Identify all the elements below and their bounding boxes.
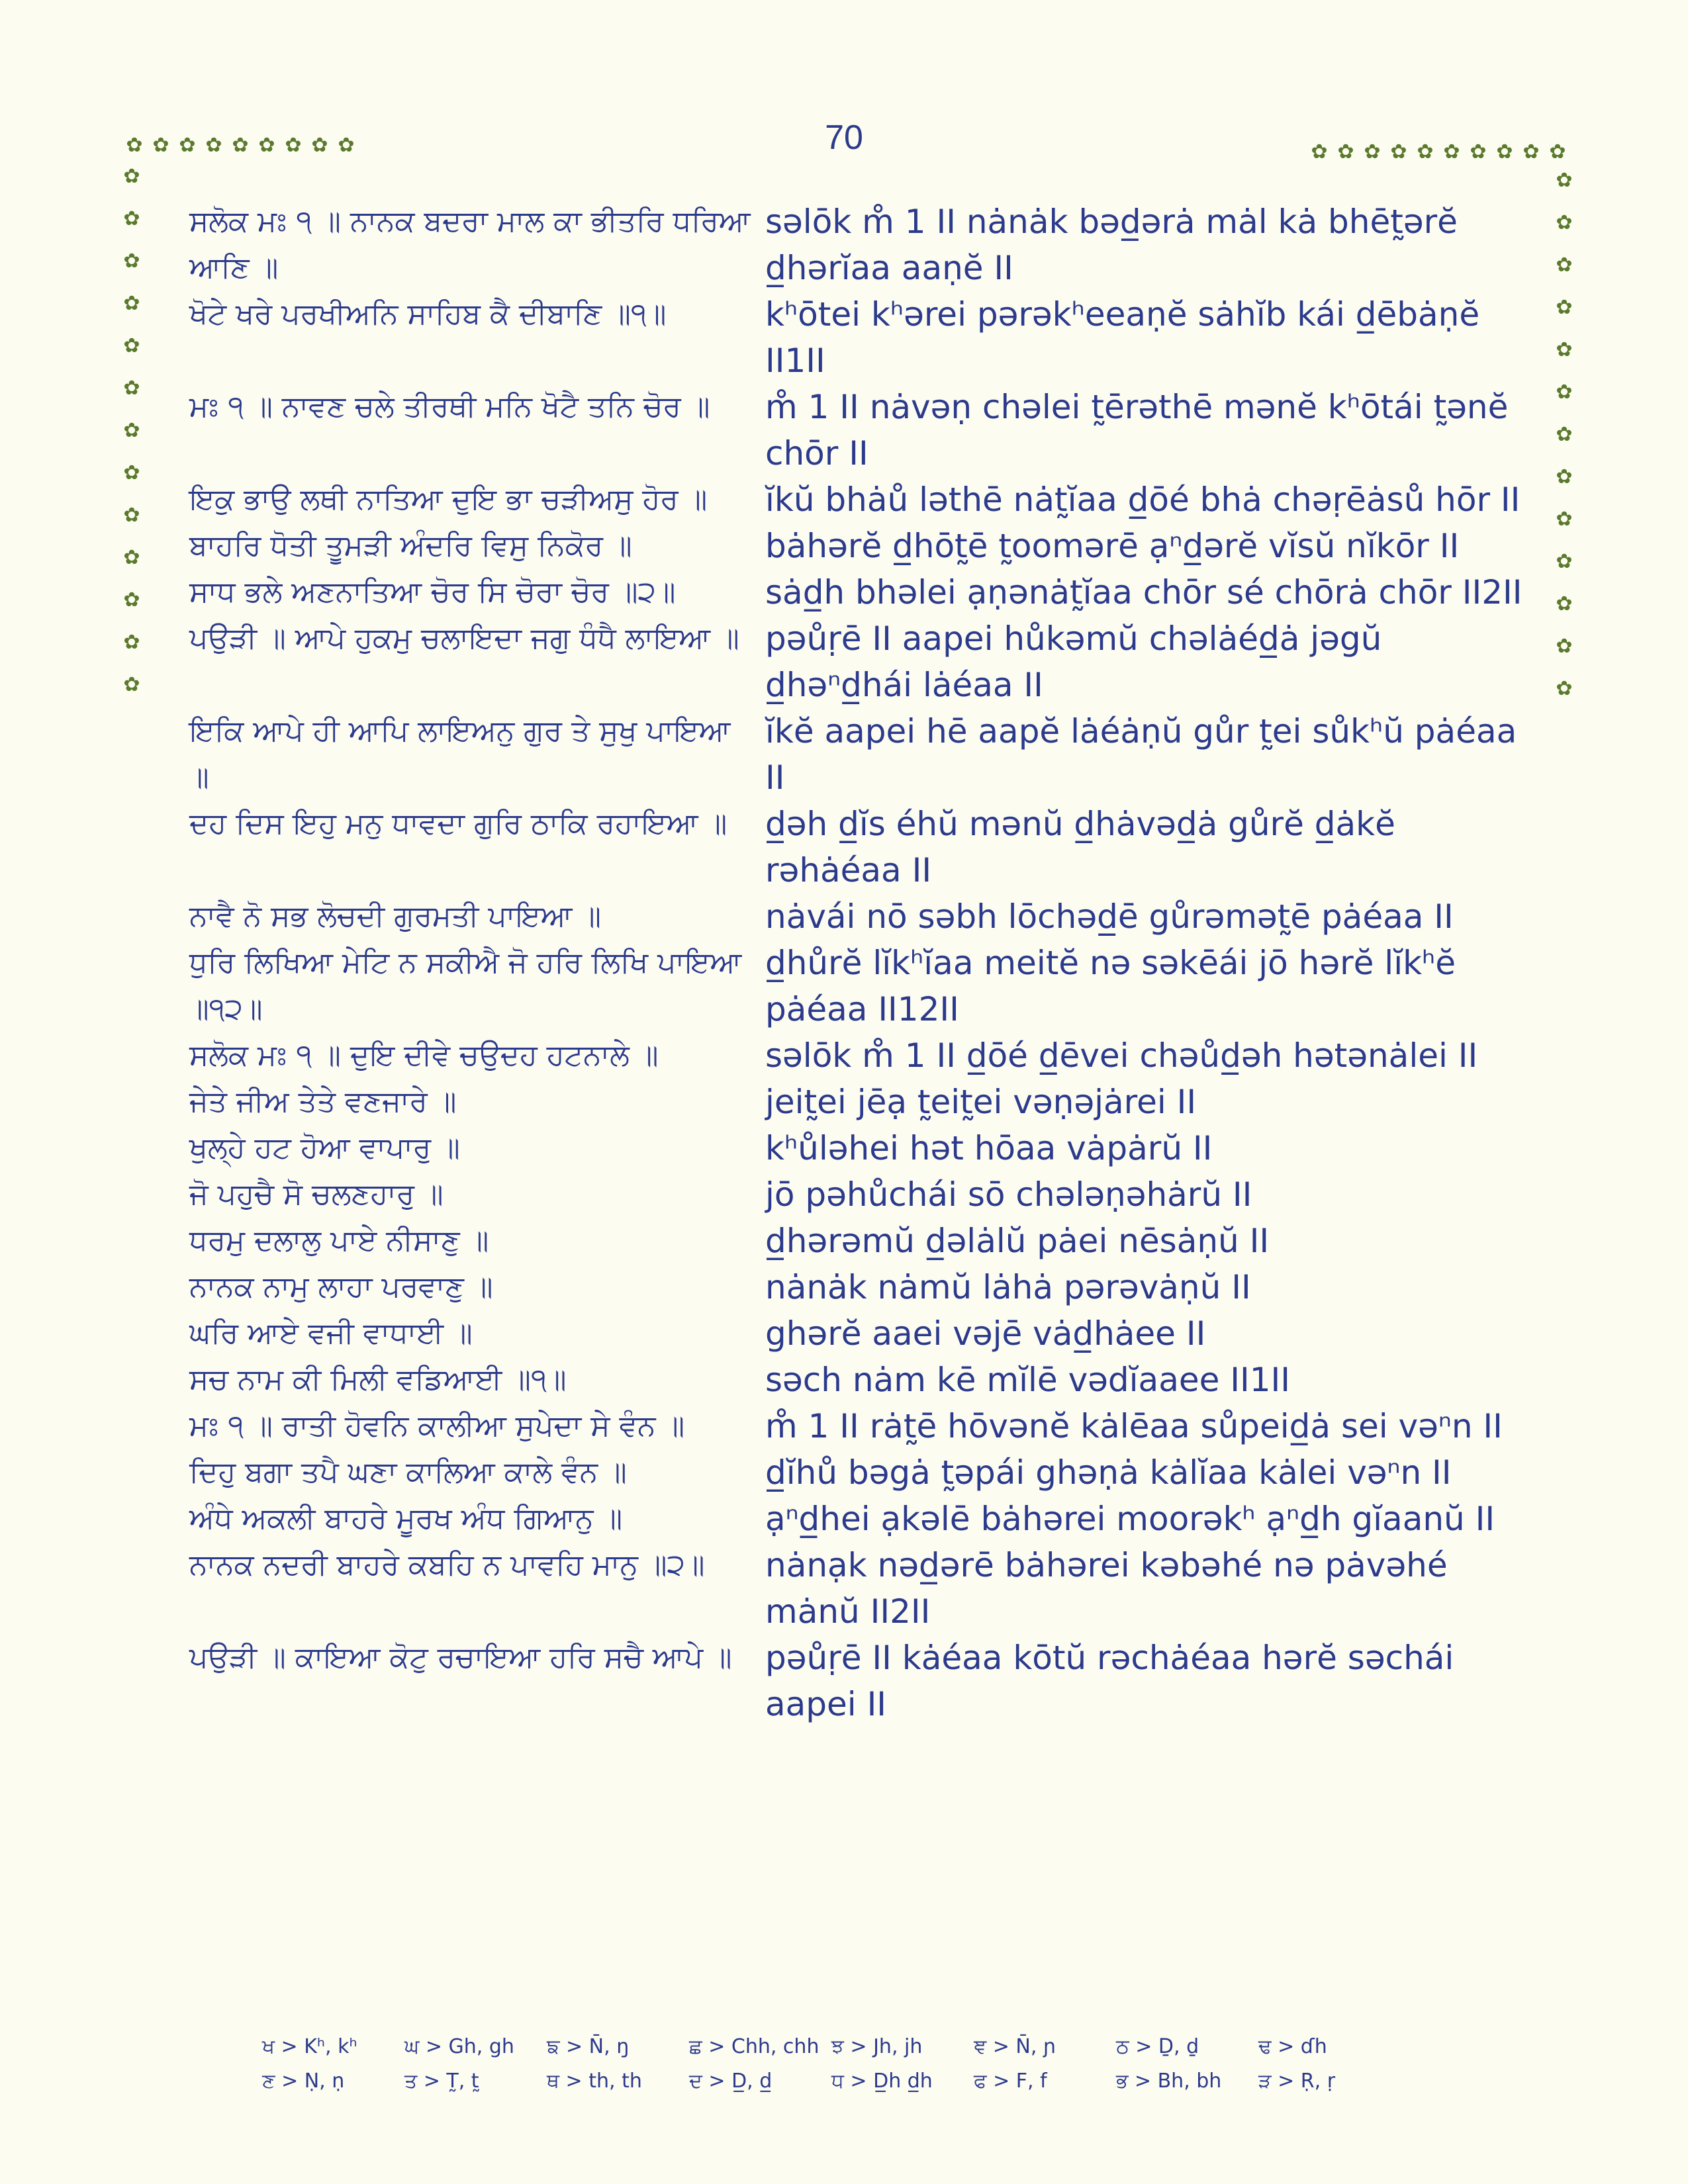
flower-ornament-icon: ✿ <box>1523 140 1540 163</box>
transliteration-text: bȧhərĕ d̲hōt̰ē t̰oomərē ạⁿd̲ərĕ vĭsŭ nĭkōr II <box>765 527 1460 565</box>
verse-row <box>189 801 1526 893</box>
legend-item: ਠ > Ḏ, ḏ <box>1116 2035 1199 2058</box>
legend-item: ਞ > N̄, ɲ <box>974 2035 1056 2058</box>
flower-ornament-icon: ✿ <box>123 673 140 696</box>
gurmukhi-text: ਬਾਹਰਿ ਧੋਤੀ ਤੂਮੜੀ ਅੰਦਰਿ ਵਿਸੁ ਨਿਕੋਰ ॥ <box>189 529 632 563</box>
flower-ornament-icon: ✿ <box>1556 296 1573 319</box>
gurmukhi-text: ਘਰਿ ਆਏ ਵਜੀ ਵਾਧਾਈ ॥ <box>189 1316 473 1350</box>
flower-ornament-icon: ✿ <box>123 504 140 527</box>
transliteration-text: jō pəhůchái sō chələṇəhȧrŭ II <box>765 1175 1252 1214</box>
verse-row <box>189 384 1526 477</box>
verse-row <box>189 569 1526 615</box>
verse-row <box>189 1542 1526 1635</box>
gurmukhi-text: ਖੋਟੇ ਖਰੇ ਪਰਖੀਅਨਿ ਸਾਹਿਬ ਕੈ ਦੀਬਾਣਿ ॥੧॥ <box>189 297 667 331</box>
transliteration-text: pəůṛē II aapei hůkəmŭ chəlȧéd̲ȧ jəgŭ d̲həⁿd̲hái lȧéaa II <box>765 619 1382 704</box>
flower-ornament-icon: ✿ <box>1470 140 1487 163</box>
transliteration-legend <box>262 2035 1454 2104</box>
flower-ornament-icon: ✿ <box>1556 253 1573 277</box>
transliteration-text: nȧnạk nəd̲ərē bȧhərei kəbəhé nə pȧvəhé mȧnŭ II2II <box>765 1546 1448 1631</box>
transliteration-text: ĭkŭ bhȧů ləthē nȧt̰ĭaa d̲ōé bhȧ chəṛēȧsů hōr II <box>765 480 1521 519</box>
legend-item: ਦ > D̲, d̲ <box>689 2070 773 2093</box>
legend-item: ਛ > Chh, chh <box>689 2035 820 2058</box>
transliteration-text: d̲ĭhů bəgȧ t̰əpái ghəṇȧ kȧlĭaa kȧlei vəⁿn II <box>765 1453 1452 1492</box>
flower-ornament-icon: ✿ <box>1556 550 1573 573</box>
flower-ornament-icon: ✿ <box>1417 140 1434 163</box>
flower-ornament-icon: ✿ <box>1556 381 1573 404</box>
legend-item: ਝ > Jh, jh <box>831 2035 923 2058</box>
gurmukhi-text: ਦਿਹੁ ਬਗਾ ਤਪੈ ਘਣਾ ਕਾਲਿਆ ਕਾਲੇ ਵੰਨ ॥ <box>189 1455 627 1489</box>
verse-row <box>189 477 1526 523</box>
flower-ornament-icon: ✿ <box>123 631 140 654</box>
flower-ornament-icon: ✿ <box>123 377 140 400</box>
verse-table <box>189 199 1526 1727</box>
gurmukhi-text: ਸਾਧ ਭਲੇ ਅਣਨਾਤਿਆ ਚੋਰ ਸਿ ਚੋਰਾ ਚੋਰ ॥੨॥ <box>189 575 676 609</box>
verse-row <box>189 523 1526 569</box>
flower-ornament-icon: ✿ <box>152 134 169 157</box>
transliteration-text: sȧd̲h bhəlei ạṇənȧt̰ĭaa chōr sé chōrȧ chōr II2II <box>765 573 1523 612</box>
flower-ornament-icon: ✿ <box>1556 169 1573 192</box>
flower-ornament-icon: ✿ <box>338 134 355 157</box>
gurmukhi-text: ਪਉੜੀ ॥ ਕਾਇਆ ਕੋਟੁ ਰਚਾਇਆ ਹਰਿ ਸਚੈ ਆਪੇ ॥ <box>189 1641 732 1674</box>
legend-row <box>262 2035 1454 2070</box>
transliteration-text: səch nȧm kē mĭlē vədĭaaee II1II <box>765 1361 1291 1399</box>
legend-item: ਭ > Bh, bh <box>1116 2070 1222 2093</box>
verse-row <box>189 1449 1526 1496</box>
flower-ornament-icon: ✿ <box>126 134 143 157</box>
verse-row <box>189 1635 1526 1727</box>
verse-row <box>189 1218 1526 1264</box>
flower-ornament-icon: ✿ <box>123 546 140 569</box>
verse-row <box>189 1357 1526 1403</box>
gurmukhi-text: ਧਰਮੁ ਦਲਾਲੁ ਪਾਏ ਨੀਸਾਣੁ ॥ <box>189 1224 489 1257</box>
transliteration-text: ghərĕ aaei vəjē vȧd̲hȧee II <box>765 1314 1206 1353</box>
flower-ornament-icon: ✿ <box>1556 465 1573 488</box>
verse-row <box>189 1171 1526 1218</box>
transliteration-text: ạⁿd̲hei ạkəlē bȧhərei moorəkʰ ạⁿd̲h gĭaanŭ II <box>765 1500 1495 1538</box>
transliteration-text: nȧvái nō səbh lōchəd̲ē gůrəmət̰ē pȧéaa II <box>765 897 1454 936</box>
flower-ornament-icon: ✿ <box>123 250 140 273</box>
transliteration-text: pəůṛē II kȧéaa kōtŭ rəchȧéaa hərĕ səchái aapei II <box>765 1639 1454 1723</box>
verse-row <box>189 291 1526 384</box>
gurmukhi-text: ਇਕਿ ਆਪੇ ਹੀ ਆਪਿ ਲਾਇਅਨੁ ਗੁਰ ਤੇ ਸੁਖੁ ਪਾਇਆ ॥ <box>189 714 731 794</box>
flower-ornament-icon: ✿ <box>1556 635 1573 658</box>
gurmukhi-text: ਸਲੋਕ ਮਃ ੧ ॥ ਨਾਨਕ ਬਦਰਾ ਮਾਲ ਕਾ ਭੀਤਰਿ ਧਰਿਆ ਆਣਿ ॥ <box>189 205 751 285</box>
verse-row <box>189 1032 1526 1079</box>
transliteration-text: d̲hůrĕ lĭkʰĭaa meitĕ nə səkēái jō hərĕ lĭkʰĕ pȧéaa II12II <box>765 944 1456 1028</box>
gurmukhi-text: ਮਃ ੧ ॥ ਨਾਵਣ ਚਲੇ ਤੀਰਥੀ ਮਨਿ ਖੋਟੈ ਤਨਿ ਚੋਰ ॥ <box>189 390 710 424</box>
gurmukhi-text: ਅੰਧੇ ਅਕਲੀ ਬਾਹਰੇ ਮੂਰਖ ਅੰਧ ਗਿਆਨੁ ॥ <box>189 1502 623 1535</box>
legend-row <box>262 2070 1454 2104</box>
gurmukhi-text: ਦਹ ਦਿਸ ਇਹੁ ਮਨੁ ਧਾਵਦਾ ਗੁਰਿ ਠਾਕਿ ਰਹਾਇਆ ॥ <box>189 807 727 841</box>
flower-ornament-icon: ✿ <box>123 207 140 230</box>
flower-ornament-icon: ✿ <box>311 134 328 157</box>
flower-ornament-icon: ✿ <box>1496 140 1513 163</box>
gurmukhi-text: ਨਾਨਕ ਨਾਮੁ ਲਾਹਾ ਪਰਵਾਣੁ ॥ <box>189 1270 493 1304</box>
transliteration-text: kʰůləhei hət hōaa vȧpȧrŭ II <box>765 1129 1213 1167</box>
flower-ornament-icon: ✿ <box>123 292 140 315</box>
gurmukhi-text: ਸਲੋਕ ਮਃ ੧ ॥ ਦੁਇ ਦੀਵੇ ਚਉਦਹ ਹਟਨਾਲੇ ॥ <box>189 1038 659 1072</box>
flower-ornament-icon: ✿ <box>123 588 140 612</box>
flower-ornament-icon: ✿ <box>1337 140 1354 163</box>
verse-row <box>189 1310 1526 1357</box>
legend-item: ਧ > D̲h d̲h <box>831 2070 933 2093</box>
page-number: 70 <box>825 118 863 157</box>
flower-ornament-icon: ✿ <box>1364 140 1381 163</box>
gurmukhi-text: ਸਚ ਨਾਮ ਕੀ ਮਿਲੀ ਵਡਿਆਈ ॥੧॥ <box>189 1363 567 1396</box>
flower-ornament-icon: ✿ <box>1390 140 1407 163</box>
verse-row <box>189 1079 1526 1125</box>
flower-ornament-icon: ✿ <box>1556 338 1573 361</box>
flower-ornament-icon: ✿ <box>1443 140 1460 163</box>
verse-row <box>189 1403 1526 1449</box>
gurmukhi-text: ਜੋ ਪਹੁਚੈ ਸੋ ਚਲਣਹਾਰੁ ॥ <box>189 1177 444 1211</box>
verse-row <box>189 1496 1526 1542</box>
flower-ornament-icon: ✿ <box>123 419 140 442</box>
gurmukhi-text: ਨਾਨਕ ਨਦਰੀ ਬਾਹਰੇ ਕਬਹਿ ਨ ਪਾਵਹਿ ਮਾਨੁ ॥੨॥ <box>189 1548 705 1582</box>
transliteration-text: nȧnȧk nȧmŭ lȧhȧ pərəvȧṇŭ II <box>765 1268 1251 1306</box>
legend-item: ਖ > Kʰ, kʰ <box>262 2035 357 2058</box>
gurmukhi-text: ਪਉੜੀ ॥ ਆਪੇ ਹੁਕਮੁ ਚਲਾਇਦਾ ਜਗੁ ਧੰਧੈ ਲਾਇਆ ॥ <box>189 621 739 655</box>
gurmukhi-text: ਨਾਵੈ ਨੋ ਸਭ ਲੋਚਦੀ ਗੁਰਮਤੀ ਪਾਇਆ ॥ <box>189 899 602 933</box>
transliteration-text: kʰōtei kʰərei pərəkʰeeaṇĕ sȧhĭb kái d̲ēbȧṇĕ II1II <box>765 295 1480 380</box>
flower-ornament-icon: ✿ <box>123 165 140 188</box>
flower-ornament-icon: ✿ <box>232 134 249 157</box>
verse-row <box>189 1125 1526 1171</box>
legend-item: ੜ > Ṛ, ṛ <box>1258 2070 1336 2093</box>
flower-ornament-icon: ✿ <box>1549 140 1566 163</box>
gurmukhi-text: ਮਃ ੧ ॥ ਰਾਤੀ ਹੋਵਨਿ ਕਾਲੀਆ ਸੁਪੇਦਾ ਸੇ ਵੰਨ ॥ <box>189 1409 685 1443</box>
transliteration-text: jeit̰ei jēạ t̰eit̰ei vəṇəjȧrei II <box>765 1083 1197 1121</box>
flower-ornament-icon: ✿ <box>123 334 140 357</box>
verse-row <box>189 893 1526 940</box>
transliteration-text: səlōk m̊ 1 II nȧnȧk bəd̲ərȧ mȧl kȧ bhēt̰ərĕ d̲hərĭaa aaṇĕ II <box>765 203 1458 287</box>
flower-ornament-icon: ✿ <box>1556 592 1573 615</box>
transliteration-text: m̊ 1 II rȧt̰ē hōvənĕ kȧlēaa sůpeid̲ȧ sei vəⁿn II <box>765 1407 1503 1445</box>
transliteration-text: d̲hərəmŭ d̲əlȧlŭ pȧei nēsȧṇŭ II <box>765 1222 1270 1260</box>
transliteration-text: səlōk m̊ 1 II d̲ōé d̲ēvei chəůd̲əh hətənȧlei II <box>765 1036 1478 1075</box>
legend-item: ਘ > Gh, gh <box>404 2035 514 2058</box>
flower-ornament-icon: ✿ <box>1556 211 1573 234</box>
legend-item: ਣ > Ṇ, ṇ <box>262 2070 345 2093</box>
gurmukhi-text: ਧੁਰਿ ਲਿਖਿਆ ਮੇਟਿ ਨ ਸਕੀਐ ਜੋ ਹਰਿ ਲਿਖਿ ਪਾਇਆ ॥੧੨॥ <box>189 946 742 1026</box>
verse-row <box>189 199 1526 291</box>
verse-row <box>189 615 1526 708</box>
flower-ornament-icon: ✿ <box>1311 140 1328 163</box>
flower-ornament-icon: ✿ <box>1556 423 1573 446</box>
flower-ornament-icon: ✿ <box>285 134 302 157</box>
gurmukhi-text: ਖੁਲ੍ਹੇ ਹਟ ਹੋਆ ਵਾਪਾਰੁ ॥ <box>189 1131 460 1165</box>
legend-item: ਥ > th, th <box>547 2070 642 2093</box>
verse-row <box>189 1264 1526 1310</box>
gurmukhi-text: ਜੇਤੇ ਜੀਅ ਤੇਤੇ ਵਣਜਾਰੇ ॥ <box>189 1085 457 1118</box>
gurmukhi-text: ਇਕੁ ਭਾਉ ਲਥੀ ਨਾਤਿਆ ਦੁਇ ਭਾ ਚੜੀਅਸੁ ਹੋਰ ॥ <box>189 482 708 516</box>
transliteration-text: ĭkĕ aapei hē aapĕ lȧéȧṇŭ gůr t̰ei sůkʰŭ pȧéaa II <box>765 712 1517 797</box>
legend-item: ਤ > T̰, t̰ <box>404 2070 479 2093</box>
flower-ornament-icon: ✿ <box>123 461 140 484</box>
flower-ornament-icon: ✿ <box>179 134 196 157</box>
verse-row <box>189 708 1526 801</box>
flower-ornament-icon: ✿ <box>258 134 275 157</box>
legend-item: ਫ > F, f <box>974 2070 1047 2093</box>
flower-ornament-icon: ✿ <box>1556 508 1573 531</box>
transliteration-text: d̲əh d̲ĭs éhŭ mənŭ d̲hȧvəd̲ȧ gůrĕ d̲ȧkĕ rəhȧéaa II <box>765 805 1395 889</box>
verse-row <box>189 940 1526 1032</box>
flower-ornament-icon: ✿ <box>205 134 222 157</box>
legend-item: ਢ > ɗh <box>1258 2035 1327 2058</box>
flower-ornament-icon: ✿ <box>1556 677 1573 700</box>
legend-item: ਙ > N̄, ŋ <box>547 2035 630 2058</box>
transliteration-text: m̊ 1 II nȧvəṇ chəlei t̰ērəthē mənĕ kʰōtái t̰ənĕ chōr II <box>765 388 1509 473</box>
